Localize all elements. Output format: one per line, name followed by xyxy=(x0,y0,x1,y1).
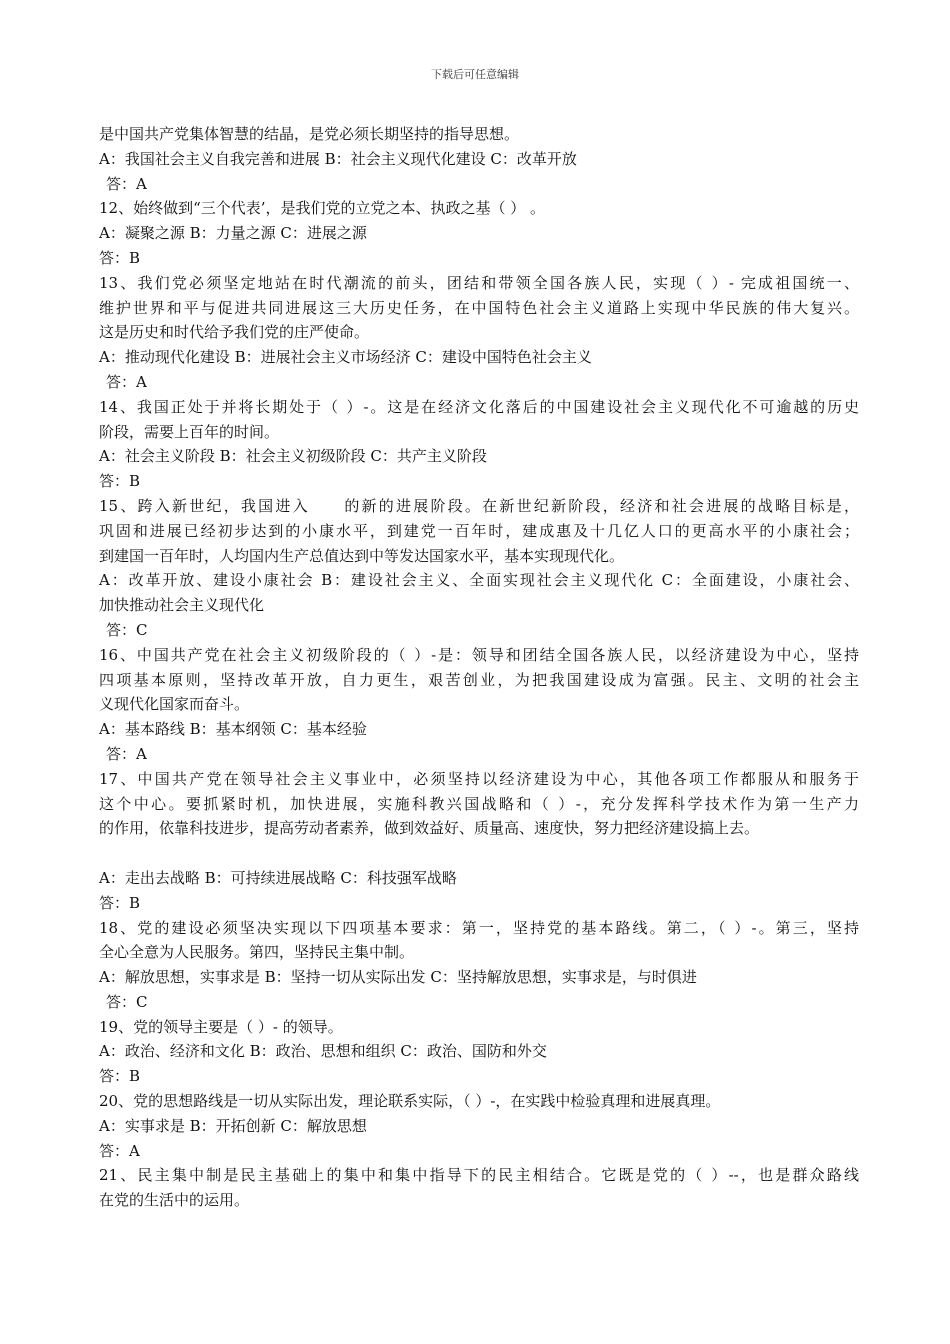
options-line: A：政治、经济和文化 B：政治、思想和组织 C：政治、国防和外交 xyxy=(99,1042,547,1061)
text-line: 义现代化国家而奋斗。 xyxy=(99,695,250,714)
question-line: 18、党的建设必须坚决实现以下四项基本要求：第一，坚持党的基本路线。第二，（ ）-。第三，坚持 xyxy=(99,918,859,937)
text-line: 巩固和进展已经初步达到的小康水平，到建党一百年时，建成惠及十几亿人口的更高水平的小康社会； xyxy=(99,521,859,540)
text-line: 加快推动社会主义现代化 xyxy=(99,596,265,615)
question-line: 20、党的思想路线是一切从实际出发，理论联系实际，（ ）-，在实践中检验真理和进展真理。 xyxy=(99,1092,721,1111)
question-line: 13、我们党必须坚定地站在时代潮流的前头，团结和带领全国各族人民，实现（ ）- 完成祖国统一、 xyxy=(99,273,859,292)
answer-line: 答：A xyxy=(106,372,147,391)
page-header: 下载后可任意编辑 xyxy=(431,68,519,81)
text-line: 到建国一百年时，人均国内生产总值达到中等发达国家水平，基本实现现代化。 xyxy=(99,546,625,565)
answer-line: 答：C xyxy=(106,620,148,639)
blank-line xyxy=(99,841,859,866)
text-line: 四项基本原则，坚持改革开放，自力更生，艰苦创业，为把我国建设成为富强。民主、文明的社会主 xyxy=(99,670,859,689)
answer-line: 答：B xyxy=(99,248,141,267)
text-line: 的作用，依靠科技进步，提高劳动者素养，做到效益好、质量高、速度快，努力把经济建设搞上去。 xyxy=(99,819,760,838)
options-line: A：改革开放、建设小康社会 B：建设社会主义、全面实现社会主义现代化 C：全面建设，小康社会、 xyxy=(99,571,859,590)
answer-line: 答：B xyxy=(99,472,141,491)
options-line: A：走出去战略 B：可持续进展战略 C：科技强军战略 xyxy=(99,868,457,887)
answer-line: 答：A xyxy=(106,744,147,763)
question-line: 21、民主集中制是民主基础上的集中和集中指导下的民主相结合。它既是党的（ ）--，也是群众路线 xyxy=(99,1166,859,1185)
question-line: 16、中国共产党在社会主义初级阶段的（ ）-是：领导和团结全国各族人民，以经济建设为中心，坚持 xyxy=(99,645,859,664)
options-line: A：解放思想，实事求是 B：坚持一切从实际出发 C：坚持解放思想，实事求是，与时俱进 xyxy=(99,968,697,987)
text-line: 全心全意为人民服务。第四，坚持民主集中制。 xyxy=(99,943,415,962)
text-line: 是中国共产党集体智慧的结晶，是党必须长期坚持的指导思想。 xyxy=(99,125,520,143)
question-line: 17、中国共产党在领导社会主义事业中，必须坚持以经济建设为中心，其他各项工作都服从和服务于 xyxy=(99,769,859,788)
question-line: 15、跨入新世纪，我国进入 的新的进展阶段。在新世纪新阶段，经济和社会进展的战略目标是， xyxy=(99,496,859,515)
text-line: 在党的生活中的运用。 xyxy=(99,1191,250,1210)
options-line: A：社会主义阶段 B：社会主义初级阶段 C：共产主义阶段 xyxy=(99,447,487,466)
options-line: A：凝聚之源 B：力量之源 C：进展之源 xyxy=(99,224,367,243)
text-line: 阶段，需要上百年的时间。 xyxy=(99,422,280,441)
answer-line: 答：B xyxy=(99,1067,141,1086)
question-line: 12、始终做到“三个代表’，是我们党的立党之本、执政之基（ ） 。 xyxy=(99,199,546,218)
options-line: A：我国社会主义自我完善和进展 B：社会主义现代化建设 C：改革开放 xyxy=(99,149,577,168)
answer-line: 答：A xyxy=(99,1141,140,1160)
answer-line: 答：A xyxy=(106,174,147,193)
document-body xyxy=(99,122,859,1213)
text-line: 维护世界和平与促进共同进展这三大历史任务，在中国特色社会主义道路上实现中华民族的伟大复兴。 xyxy=(99,298,859,317)
options-line: A：基本路线 B：基本纲领 C：基本经验 xyxy=(99,720,367,739)
question-line: 14、我国正处于并将长期处于（ ）-。这是在经济文化落后的中国建设社会主义现代化不可逾越的历史 xyxy=(99,397,859,416)
answer-line: 答：C xyxy=(106,992,148,1011)
question-line: 19、党的领导主要是（ ）- 的领导。 xyxy=(99,1017,343,1036)
options-line: A：实事求是 B：开拓创新 C：解放思想 xyxy=(99,1116,367,1135)
text-line: 这个中心。要抓紧时机，加快进展，实施科教兴国战略和（ ）-，充分发挥科学技术作为第一生产力 xyxy=(99,794,859,813)
options-line: A：推动现代化建设 B：进展社会主义市场经济 C：建设中国特色社会主义 xyxy=(99,348,592,367)
answer-line: 答：B xyxy=(99,893,141,912)
text-line: 这是历史和时代给予我们党的庄严使命。 xyxy=(99,323,370,342)
